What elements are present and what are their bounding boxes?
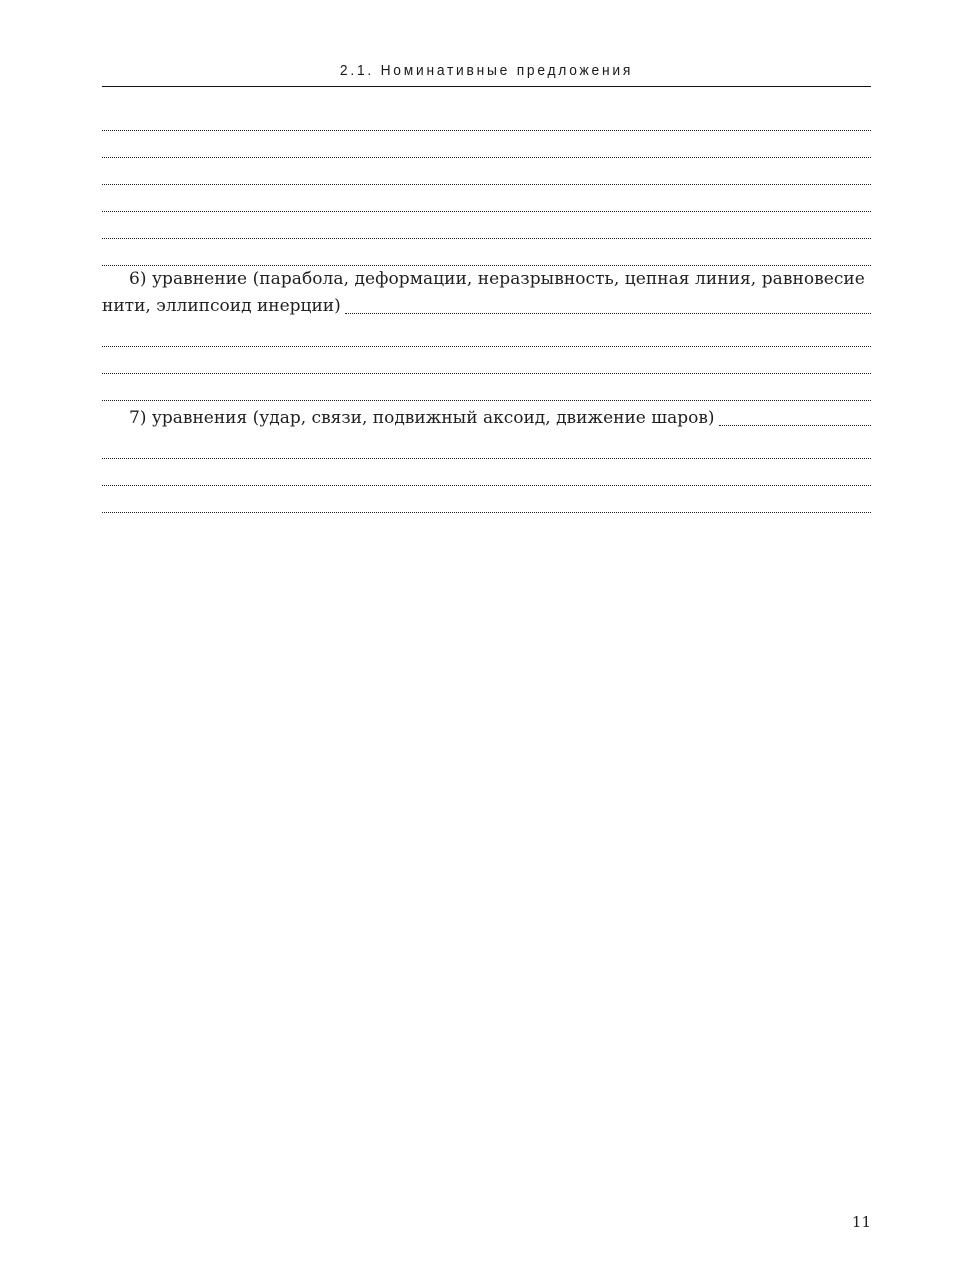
header-rule (102, 86, 871, 87)
answer-line[interactable] (102, 320, 871, 347)
answer-line[interactable] (102, 212, 871, 239)
answer-line[interactable] (102, 486, 871, 513)
item-6-text-2: нити, эллипсоид инерции) (102, 296, 341, 316)
answer-line[interactable] (102, 158, 871, 185)
page-number: 11 (851, 1213, 871, 1231)
answer-line[interactable] (102, 104, 871, 131)
answer-line[interactable] (102, 185, 871, 212)
answer-fill[interactable] (719, 425, 871, 426)
item-6-text-1: 6) уравнение (парабола, деформации, неразрывность, цепная линия, равновесие (129, 269, 865, 289)
exercise-content (102, 104, 871, 513)
answer-fill[interactable] (345, 313, 871, 314)
item-6-line-1 (102, 266, 871, 293)
answer-line[interactable] (102, 432, 871, 459)
item-7-text-1: 7) уравнения (удар, связи, подвижный аксоид, движение шаров) (129, 408, 715, 428)
exercise-item-6 (102, 266, 871, 320)
answer-line[interactable] (102, 374, 871, 401)
answer-line[interactable] (102, 347, 871, 374)
exercise-item-7 (102, 401, 871, 432)
answer-line[interactable] (102, 131, 871, 158)
answer-line[interactable] (102, 459, 871, 486)
item-6-line-2[interactable] (102, 293, 871, 320)
running-head: 2.1. Номинативные предложения (339, 62, 634, 79)
answer-line[interactable] (102, 239, 871, 266)
item-7-line-1[interactable] (102, 401, 871, 432)
